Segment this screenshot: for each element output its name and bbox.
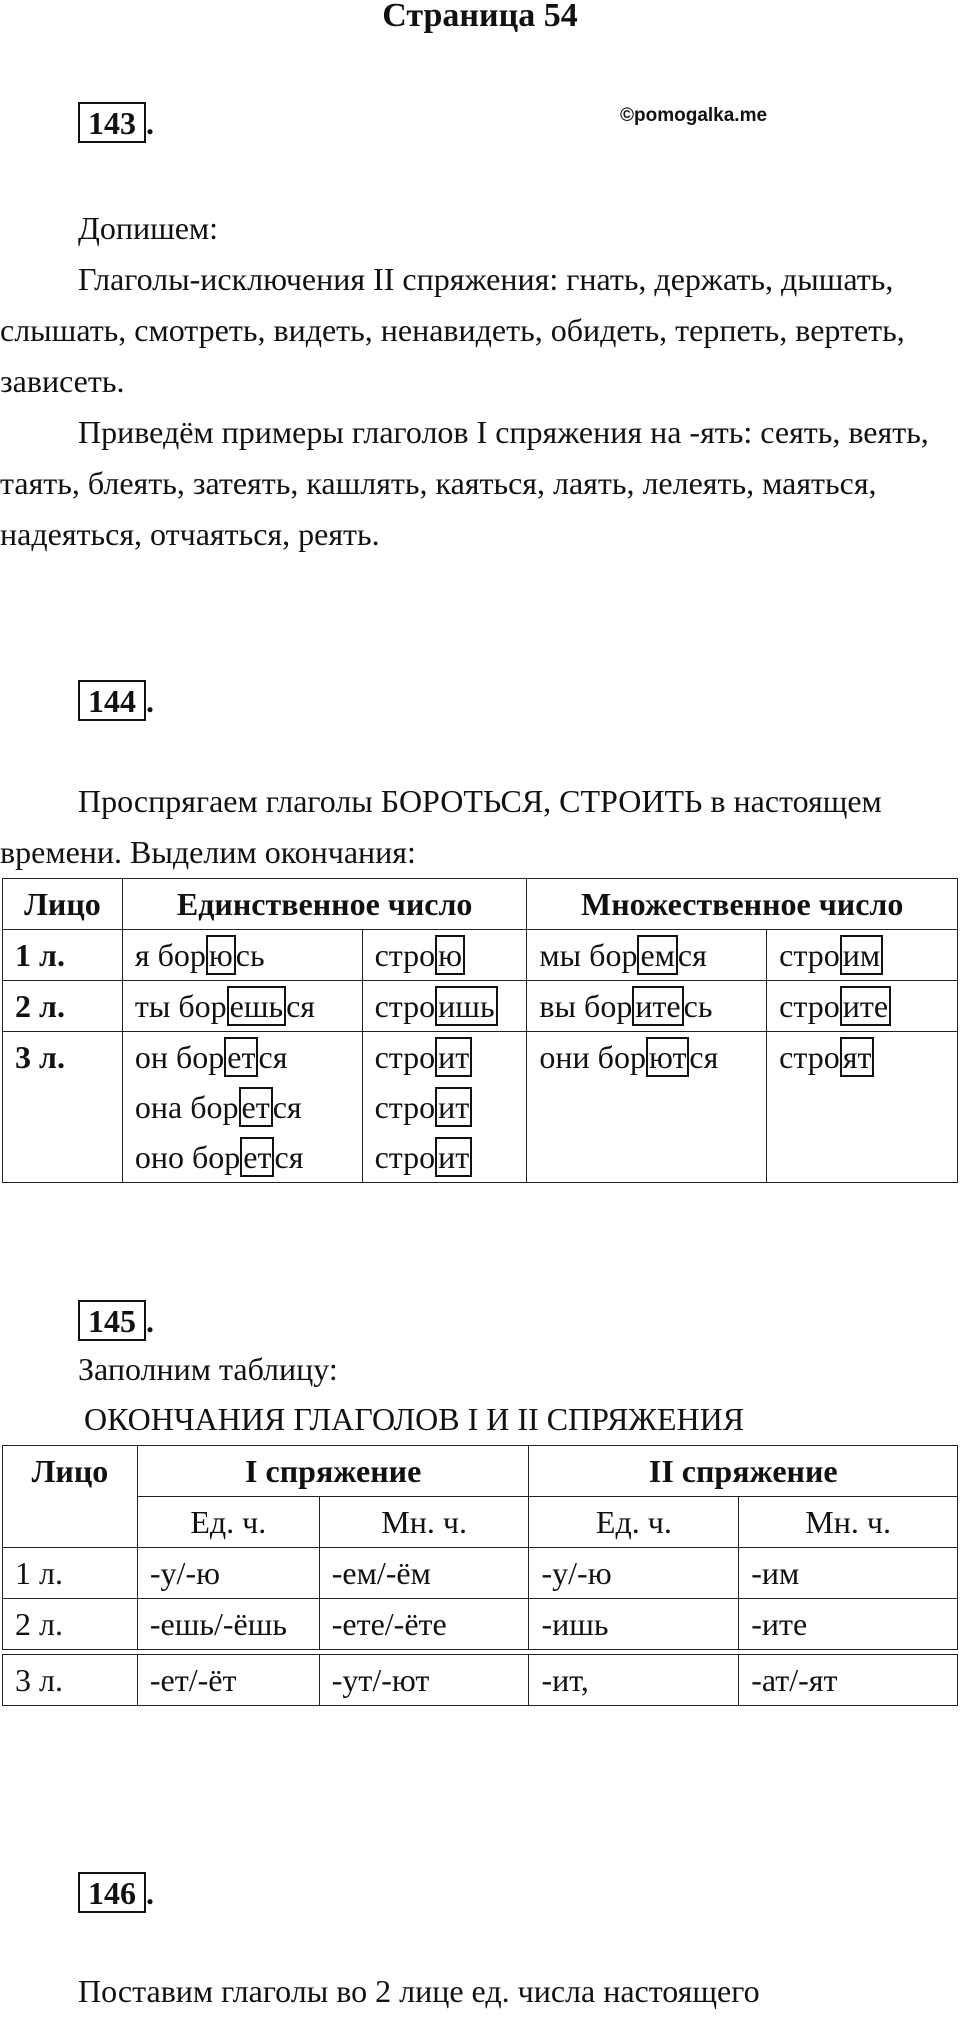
ending-highlight: ит xyxy=(435,1137,472,1177)
ending-highlight: ем xyxy=(637,935,677,975)
ending-cell: -у/-ю xyxy=(137,1548,319,1599)
stem: стро xyxy=(374,1039,436,1075)
task-146-header: 146 . xyxy=(78,1868,154,1919)
conjugation-table xyxy=(2,878,958,1183)
verb-form xyxy=(375,981,527,1031)
table-header-cell: Множественное число xyxy=(527,879,958,930)
table-title: ОКОНЧАНИЯ ГЛАГОЛОВ I И II СПРЯЖЕНИЯ xyxy=(84,1401,745,1437)
verb-form-cell xyxy=(527,930,767,981)
stem: вы бор xyxy=(539,988,633,1024)
verb-form xyxy=(135,1132,362,1182)
verb-form xyxy=(375,1082,527,1132)
page-title: Страница 54 xyxy=(382,0,578,34)
ending-cell: -ете/-ёте xyxy=(319,1599,529,1650)
ending-highlight: ет xyxy=(240,1137,274,1177)
ending-cell: -ешь/-ёшь xyxy=(137,1599,319,1650)
stem: я бор xyxy=(134,937,206,973)
table-row xyxy=(3,1032,958,1183)
task-144-intro xyxy=(0,776,950,878)
table-header-cell: Лицо xyxy=(3,1446,138,1548)
ending-highlight: ет xyxy=(224,1037,258,1077)
task-number: 143 xyxy=(78,102,146,143)
verb-form-cell xyxy=(767,930,958,981)
ending-highlight: ите xyxy=(840,986,891,1026)
stem: стро xyxy=(374,937,436,973)
ending-highlight: ят xyxy=(840,1037,875,1077)
suffix: сь xyxy=(683,988,713,1024)
task-number: 144 xyxy=(78,680,146,721)
stem: они бор xyxy=(539,1039,646,1075)
verb-form xyxy=(375,1132,527,1182)
verb-form-cell xyxy=(362,1032,527,1183)
verb-form-cell xyxy=(122,1032,362,1183)
verb-form-cell xyxy=(362,930,527,981)
task-144-header: 144 . xyxy=(78,676,154,727)
table-header-cell: II спряжение xyxy=(529,1446,958,1497)
stem: стро xyxy=(374,988,436,1024)
verb-form xyxy=(135,930,362,980)
watermark: ©pomogalka.me xyxy=(620,105,768,126)
verb-form xyxy=(135,981,362,1031)
person-cell: 2 л. xyxy=(3,1599,138,1650)
paragraph: Приведём примеры глаголов I спряжения на -ять: сеять, веять, таять, блеять, затеять, кашлять, каяться, лаять, лелеять, маяться, надеяться, отчаяться, реять. xyxy=(0,414,929,552)
ending-highlight: ет xyxy=(239,1087,273,1127)
stem: стро xyxy=(779,988,840,1024)
person-cell: 3 л. xyxy=(3,1655,138,1706)
task-number: 146 xyxy=(78,1872,146,1913)
task-143-header: 143 . xyxy=(78,98,154,149)
task-number: 145 xyxy=(78,1300,146,1341)
table-header-cell: Лицо xyxy=(3,879,123,930)
subheader-cell: Ед. ч. xyxy=(529,1497,739,1548)
suffix: сь xyxy=(235,937,265,973)
person-cell: 2 л. xyxy=(3,981,123,1032)
table-header-row xyxy=(3,879,958,930)
ending-highlight: ешь xyxy=(227,986,286,1026)
paragraph: Допишем: xyxy=(78,210,219,246)
ending-highlight: ите xyxy=(632,986,683,1026)
ending-highlight: им xyxy=(840,935,883,975)
verb-form-cell xyxy=(122,930,362,981)
verb-form xyxy=(375,930,527,980)
table-row xyxy=(3,1655,958,1706)
ending-cell: -ит, xyxy=(529,1655,739,1706)
suffix: ся xyxy=(286,988,316,1024)
verb-form-cell xyxy=(767,981,958,1032)
verb-form xyxy=(539,1032,766,1082)
ending-highlight: ит xyxy=(435,1037,472,1077)
stem: стро xyxy=(779,1039,840,1075)
paragraph: Проспрягаем глаголы БОРОТЬСЯ, СТРОИТЬ в настоящем времени. Выделим окончания: xyxy=(0,783,882,870)
stem: мы бор xyxy=(539,937,638,973)
suffix: ся xyxy=(274,1139,304,1175)
person-cell: 1 л. xyxy=(3,1548,138,1599)
verb-form-cell xyxy=(767,1032,958,1183)
table-row xyxy=(3,981,958,1032)
verb-form xyxy=(375,1032,527,1082)
verb-form-cell xyxy=(527,981,767,1032)
ending-cell: -ет/-ёт xyxy=(137,1655,319,1706)
verb-form xyxy=(135,1032,362,1082)
ending-cell: -им xyxy=(739,1548,958,1599)
task-146-intro xyxy=(0,1966,950,2017)
subheader-cell: Мн. ч. xyxy=(739,1497,958,1548)
ending-highlight: ют xyxy=(646,1037,689,1077)
task-143-text xyxy=(0,203,950,560)
verb-form-cell xyxy=(122,981,362,1032)
subheader-cell: Ед. ч. xyxy=(137,1497,319,1548)
task-145-header: 145 . xyxy=(78,1296,154,1347)
suffix: ся xyxy=(272,1089,302,1125)
table-header-cell: Единственное число xyxy=(122,879,527,930)
stem: он бор xyxy=(134,1039,225,1075)
ending-highlight: ишь xyxy=(435,986,497,1026)
ending-highlight: ит xyxy=(435,1087,472,1127)
ending-cell: -у/-ю xyxy=(529,1548,739,1599)
stem: стро xyxy=(374,1089,436,1125)
suffix: ся xyxy=(258,1039,288,1075)
subheader-cell: Мн. ч. xyxy=(319,1497,529,1548)
stem: стро xyxy=(779,937,840,973)
verb-form xyxy=(779,930,957,980)
verb-form xyxy=(539,930,766,980)
stem: ты бор xyxy=(134,988,227,1024)
suffix: ся xyxy=(689,1039,719,1075)
verb-form xyxy=(779,981,957,1031)
ending-cell: -ат/-ят xyxy=(739,1655,958,1706)
stem: стро xyxy=(374,1139,436,1175)
paragraph: Заполним таблицу: xyxy=(78,1351,338,1387)
ending-cell: -ишь xyxy=(529,1599,739,1650)
verb-form-cell xyxy=(362,981,527,1032)
table-row xyxy=(3,1599,958,1650)
paragraph: Поставим глаголы во 2 лице ед. числа настоящего xyxy=(78,1973,760,2009)
person-cell: 1 л. xyxy=(3,930,123,981)
verb-form xyxy=(539,981,766,1031)
table-row xyxy=(3,930,958,981)
person-cell: 3 л. xyxy=(3,1032,123,1183)
ending-cell: -ут/-ют xyxy=(319,1655,529,1706)
task-145-intro xyxy=(0,1344,950,1395)
ending-cell: -ем/-ём xyxy=(319,1548,529,1599)
suffix: ся xyxy=(677,937,707,973)
stem: она бор xyxy=(134,1089,239,1125)
stem: оно бор xyxy=(134,1139,241,1175)
table-row xyxy=(3,1548,958,1599)
verb-form xyxy=(135,1082,362,1132)
ending-highlight: ю xyxy=(435,935,465,975)
ending-cell: -ите xyxy=(739,1599,958,1650)
table-header-row xyxy=(3,1446,958,1497)
verb-form xyxy=(779,1032,957,1082)
verb-form-cell xyxy=(527,1032,767,1183)
ending-highlight: ю xyxy=(206,935,236,975)
paragraph: Глаголы-исключения II спряжения: гнать, держать, дышать, слышать, смотреть, видеть, ненавидеть, обидеть, терпеть, вертеть, зависеть. xyxy=(0,261,905,399)
table-subheader-row xyxy=(3,1497,958,1548)
endings-table xyxy=(2,1445,958,1706)
table-header-cell: I спряжение xyxy=(137,1446,529,1497)
